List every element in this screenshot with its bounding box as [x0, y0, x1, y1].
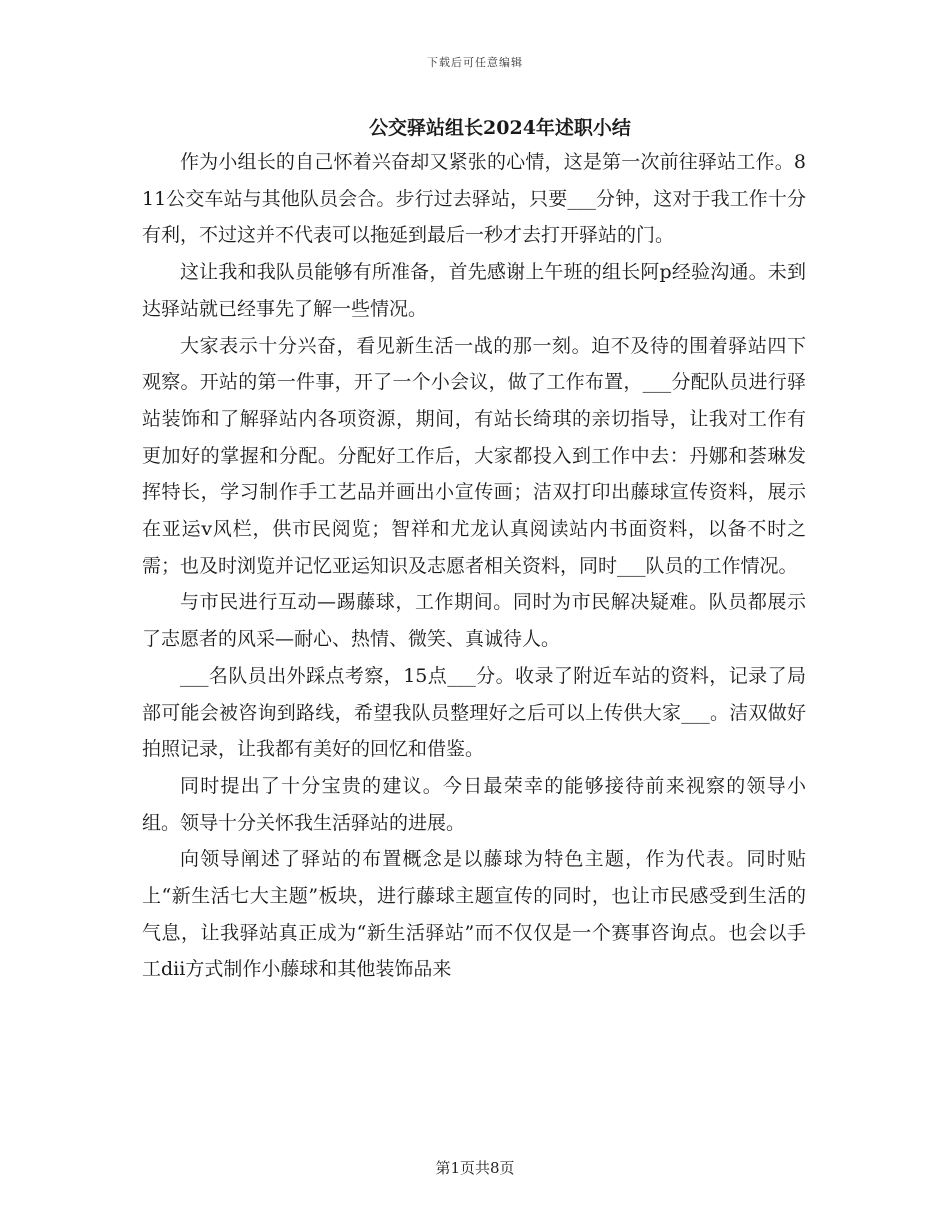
paragraph-7: 向领导阐述了驿站的布置概念是以藤球为特色主题，作为代表。同时贴上“新生活七大主题”板块，进行藤球主题宣传的同时，也让市民感受到生活的气息，让我驿站真正成为“新生活驿站”而不仅仅是一个赛事咨询点。也会以手工dii方式制作小藤球和其他装饰品来	[142, 848, 806, 981]
paragraph-2: 这让我和我队员能够有所准备，首先感谢上午班的组长阿p经验沟通。未到达驿站就已经事先了解一些情况。	[142, 261, 806, 320]
paragraph-1: 作为小组长的自己怀着兴奋却又紧张的心情，这是第一次前往驿站工作。811公交车站与其他队员会合。步行过去驿站，只要___分钟，这对于我工作十分有利，不过这并不代表可以拖延到最后一秒才去打开驿站的门。	[142, 151, 806, 247]
paragraph-4: 与市民进行互动—踢藤球，工作期间。同时为市民解决疑难。队员都展示了志愿者的风采—耐心、热情、微笑、真诚待人。	[142, 591, 806, 651]
document-body	[142, 144, 806, 988]
paragraph-6: 同时提出了十分宝贵的建议。今日最荣幸的能够接待前来视察的领导小组。领导十分关怀我生活驿站的进展。	[142, 774, 806, 834]
page-number: 第1页共8页	[435, 1159, 515, 1177]
paragraph-5: ___名队员出外踩点考察，15点___分。收录了附近车站的资料，记录了局部可能会被咨询到路线，希望我队员整理好之后可以上传供大家___。洁双做好拍照记录，让我都有美好的回忆和借鉴。	[142, 664, 806, 761]
paragraph-3: 大家表示十分兴奋，看见新生活一战的那一刻。迫不及待的围着驿站四下观察。开站的第一件事，开了一个小会议，做了工作布置，___分配队员进行驿站装饰和了解驿站内各项资源，期间，有站长绮琪的亲切指导，让我对工作有更加好的掌握和分配。分配好工作后，大家都投入到工作中去：丹娜和荟琳发挥特长，学习制作手工艺品并画出小宣传画；洁双打印出藤球宣传资料，展示在亚运v风栏，供市民阅览；智祥和尤龙认真阅读站内书面资料，以备不时之需；也及时浏览并记忆亚运知识及志愿者相关资料，同时___队员的工作情况。	[142, 334, 806, 577]
header-note: 下载后可任意编辑	[427, 56, 523, 69]
document-title: 公交驿站组长2024年述职小结	[369, 117, 631, 139]
